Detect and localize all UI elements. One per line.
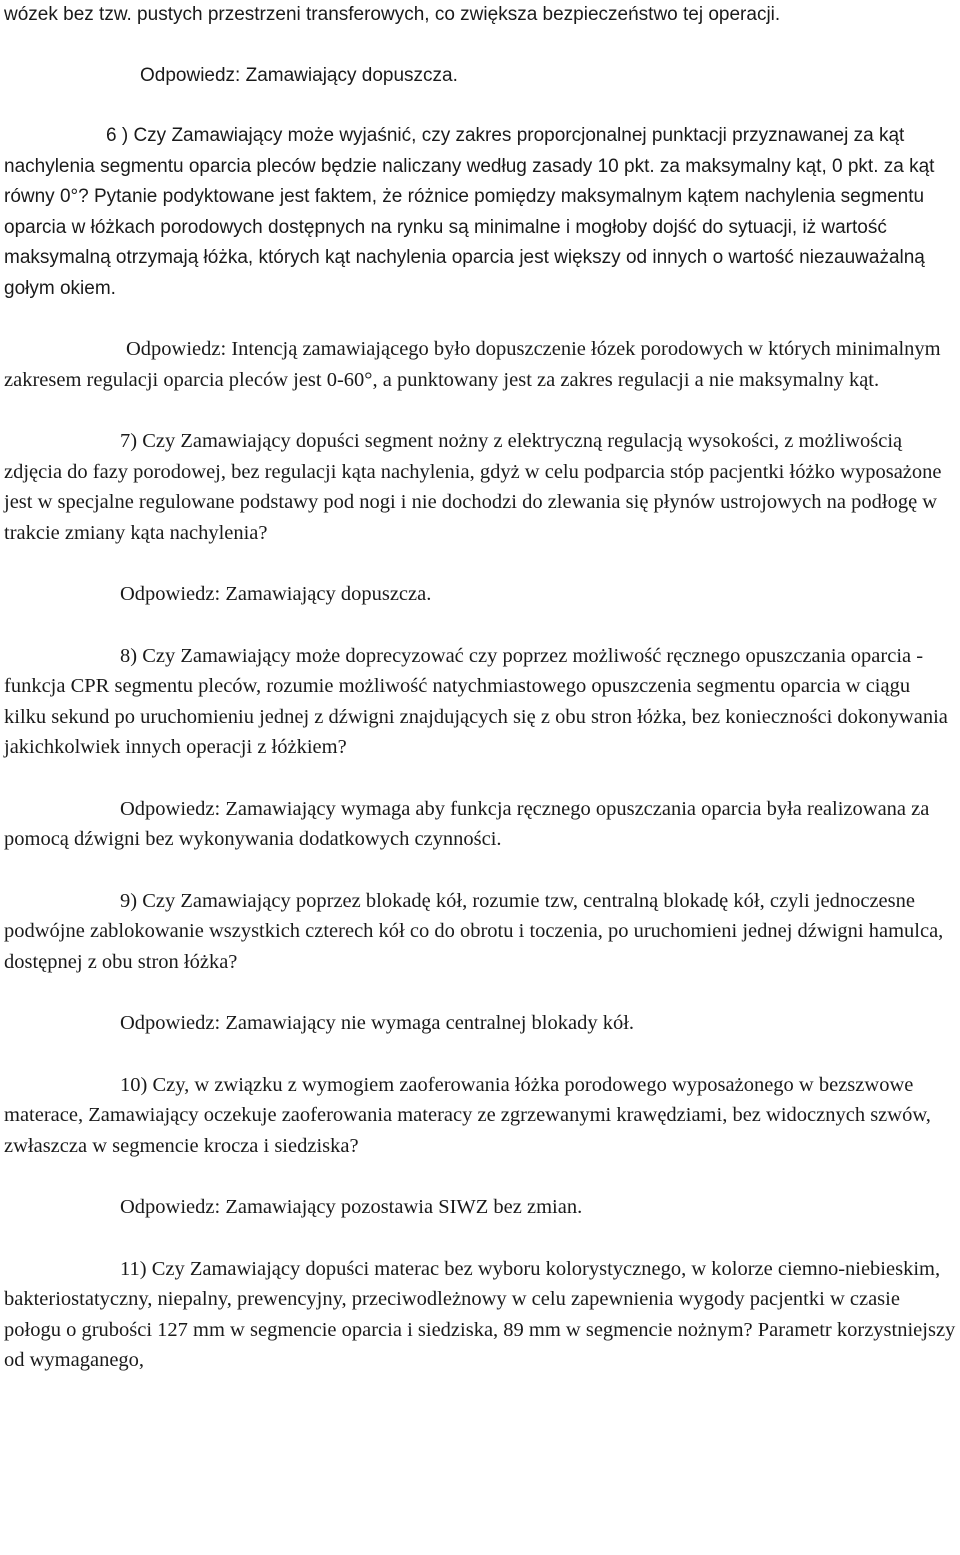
document-page [4, 0, 956, 1376]
spacer [4, 91, 956, 121]
answer-9: Odpowiedz: Zamawiający nie wymaga centralnej blokady kół. [120, 1012, 635, 1034]
spacer [4, 304, 956, 334]
intro-answer: Odpowiedz: Zamawiający dopuszcza. [140, 64, 458, 86]
spacer [4, 1039, 956, 1070]
question-8: 8) Czy Zamawiający może doprecyzować czy poprzez możliwość ręcznego opuszczania oparcia -funkcja CPR segmentu pleców, rozumie możliwość natychmiastowego opuszczenia segmentu oparcia w ciągu kilku sekund po uruchomieniu jednej z dźwigni znajdujących się z obu stron łóżka, bez konieczności dokonywania jakichkolwiek innych operacji z łóżkiem? [4, 644, 948, 758]
question-6-rationale: Pytanie podyktowane jest faktem, że różnice pomiędzy maksymalnym kątem nachylenia segmentu oparcia w łóżkach porodowych dostępnych na rynku są minimalne i mogłoby dojść do sytuacji, iż wartość maksymalną otrzymają łóżka, których kąt nachylenia oparcia jest większy od innych o wartość niezauważalną gołym okiem. [4, 186, 925, 299]
question-11: 11) Czy Zamawiający dopuści materac bez wyboru kolorystycznego, w kolorze ciemno-niebieskim, bakteriostatyczny, niepalny, prewencyjny, przeciwodleżnowy w celu zapewnienia wygody pacjentki w czasie połogu o grubości 127 mm w segmencie oparcia i siedziska, 89 mm w segmencie nożnym? Parametr korzystniejszy od wymaganego, [4, 1257, 956, 1371]
question-7: 7) Czy Zamawiający dopuści segment nożny z elektryczną regulacją wysokości, z możliwością zdjęcia do fazy porodowej, bez regulacji kąta nachylenia, gdyż w celu podparcia stóp pacjentki łóżko wyposażone jest w specjalne regulowane podstawy pod nogi i nie dochodzi do zlewania się płynów ustrojowych na podłogę w trakcie zmiany kąta nachylenia? [4, 430, 942, 544]
question-9: 9) Czy Zamawiający poprzez blokadę kół, rozumie tzw, centralną blokadę kół, czyli jednoczesne podwójne zablokowanie wszystkich czterech kół co do obrotu i toczenia, po uruchomieni jednej dźwigni hamulca, dostępnej z obu stron łóżka? [4, 889, 944, 973]
answer-8: Odpowiedz: Zamawiający wymaga aby funkcja ręcznego opuszczania oparcia była realizowana za pomocą dźwigni bez wykonywania dodatkowych czynności. [4, 797, 930, 850]
intro-paragraph: wózek bez tzw. pustych przestrzeni transferowych, co zwiększa bezpieczeństwo tej operacji. [4, 4, 781, 25]
spacer [4, 763, 956, 794]
spacer [4, 395, 956, 426]
answer-7: Odpowiedz: Zamawiający dopuszcza. [120, 583, 432, 605]
spacer [4, 977, 956, 1008]
spacer [4, 610, 956, 641]
question-6-main: 6 ) Czy Zamawiający może wyjaśnić, czy zakres proporcjonalnej punktacji przyznawanej za kąt nachylenia segmentu oparcia pleców będzie naliczany według zasady 10 pkt. za maksymalny kąt, 0 pkt. za kąt równy 0°? [4, 125, 935, 207]
spacer [4, 1223, 956, 1254]
spacer [4, 1161, 956, 1192]
answer-6: Odpowiedz: Intencją zamawiającego było dopuszczenie łózek porodowych w których minimalnym zakresem regulacji oparcia pleców jest 0-60°, a punktowany jest za zakres regulacji a nie maksymalny kąt. [4, 338, 941, 391]
spacer [4, 31, 956, 61]
question-10: 10) Czy, w związku z wymogiem zaoferowania łóżka porodowego wyposażonego w bezszwowe materace, Zamawiający oczekuje zaoferowania materacy ze zgrzewanymi krawędziami, bez widocznych szwów, zwłaszcza w segmencie krocza i siedziska? [4, 1073, 931, 1157]
answer-10: Odpowiedz: Zamawiający pozostawia SIWZ bez zmian. [120, 1196, 583, 1218]
question-6 [4, 121, 956, 304]
spacer [4, 548, 956, 579]
spacer [4, 855, 956, 886]
